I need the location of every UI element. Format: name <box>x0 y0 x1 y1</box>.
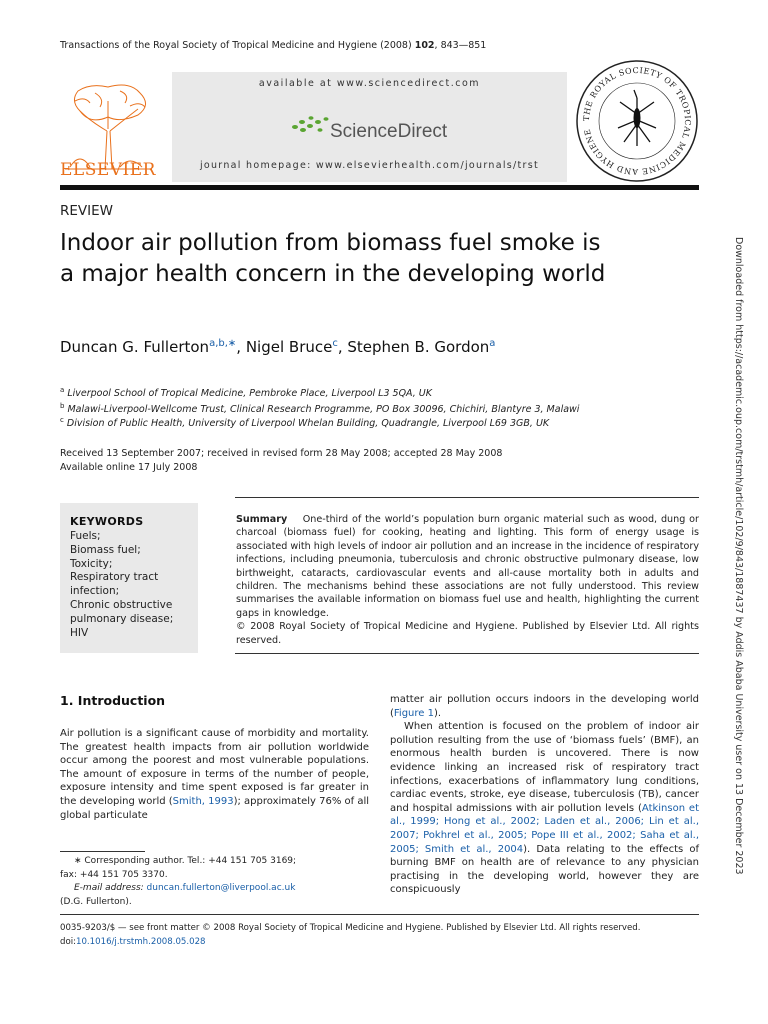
sciencedirect-dots-icon <box>290 115 330 137</box>
keywords-title: KEYWORDS <box>70 515 144 528</box>
sciencedirect-wordmark: ScienceDirect <box>330 121 448 142</box>
summary-copyright: © 2008 Royal Society of Tropical Medicine and Hygiene. Published by Elsevier Ltd. All rights reserved. <box>236 621 699 646</box>
email-link[interactable]: duncan.fullerton@liverpool.ac.uk <box>146 883 296 893</box>
footnote-rule <box>60 851 145 852</box>
summary-abstract <box>236 513 699 647</box>
keyword-item: Toxicity; <box>70 557 113 570</box>
author-affiliation-marks[interactable]: a <box>489 338 496 349</box>
citation-link[interactable]: Atkinson et al., 1999; Hong et al., 2002; Laden et al., 2006; Lin et al., 2007; Pokhrel et al., 2005; Pope III et al., 2002; Saha et al., 2005; Smith et al., 2004 <box>390 802 699 855</box>
available-at-line: available at www.sciencedirect.com <box>258 78 481 89</box>
footer-copyright: 0035-9203/$ — see front matter © 2008 Royal Society of Tropical Medicine and Hygiene. Published by Elsevier Ltd. All rights reserved. doi:10.1016/j.trstmh.2008.05.028 <box>60 923 641 947</box>
elsevier-wordmark: ELSEVIER <box>60 160 156 180</box>
download-watermark: Downloaded from https://academic.oup.com/trstmh/article/102/9/843/1887437 by Addis Ababa University user on 13 December 2023 <box>733 237 744 875</box>
affiliation: $^b$ Malawi-Liverpool-Wellcome Trust, Clinical Research Programme, PO Box 30096, Chichiri, Blantyre 3, Malawi <box>60 402 580 416</box>
author-affiliation-marks[interactable]: c <box>332 338 338 349</box>
keyword-item: Biomass fuel; <box>70 543 141 556</box>
summary-text: One-third of the world’s population burn organic material such as wood, dung or charcoal (biomass fuel) for cooking, heating and lighting. This form of energy usage is associated with high levels of indoor air pollution and an increase in the incidence of respiratory infections, including pneumonia, tuberculosis and chronic obstructive pulmonary disease, low birthweight, cataracts, cardiovascular events and all-cause mortality both in adults and children. The mechanisms behind these associations are not fully understood. This review summarises the available information on biomass fuel use and health, highlighting the current gaps in knowledge. <box>236 514 699 619</box>
figure-link[interactable]: Figure 1 <box>393 707 434 719</box>
corresponding-author-footnote: ∗ Corresponding author. Tel.: +44 151 705 3169; fax: +44 151 705 3370. E-mail address: duncan.fullerton@liverpool.ac.uk (D.G. Fullerton). <box>60 856 297 907</box>
author-list: Duncan G. Fullerton$^{a,b,∗}$, Nigel Bruce$^c$, Stephen B. Gordon$^a$ <box>60 338 496 356</box>
section-heading: 1. Introduction <box>60 693 166 708</box>
summary-top-rule <box>235 497 699 498</box>
doi-link[interactable]: 10.1016/j.trstmh.2008.05.028 <box>76 937 206 947</box>
body-text-right: matter air pollution occurs indoors in the developing world (Figure 1). When attention is focused on the problem of indoor air pollution resulting from the use of ‘biomass fuels’ (BMF), an enormous health burden is uncovered. There is now evidence linking an increased risk of respiratory tract infections, exacerbations of inflammatory lung conditions, cardiac events, stroke, eye disease, tuberculosis (TB), cancer and hospital admissions with air pollution levels (Atkinson et al., 1999; Hong et al., 2002; Laden et al., 2006; Lin et al., 2007; Pokhrel et al., 2005; Pope III et al., 2002; Saha et al., 2005; Smith et al., 2004). Data relating to the effects of burning BMF on health are of relevance to any physician practising in the developing world, however they are conspicuously <box>390 694 699 896</box>
keywords-list <box>70 530 195 640</box>
article-dates <box>60 447 502 475</box>
author-name[interactable]: Duncan G. Fullerton <box>60 338 210 356</box>
received-dates: Received 13 September 2007; received in revised form 28 May 2008; accepted 28 May 2008 <box>60 448 503 459</box>
summary-bottom-rule <box>235 653 699 654</box>
keyword-item: Respiratory tract infection; <box>70 571 159 598</box>
author-name[interactable]: Stephen B. Gordon <box>347 338 490 356</box>
keyword-item: Chronic obstructive pulmonary disease; <box>70 598 174 625</box>
body-text-left: Air pollution is a significant cause of morbidity and mortality. The greatest health impacts from air pollution worldwide occur among the poorest and most vulnerable populations. The amount of exposure in terms of the number of people, exposure intensity and time spent exposed is far greater in the developing world (Smith, 1993); approximately 76% of all global particulate <box>60 728 370 821</box>
online-date: Available online 17 July 2008 <box>60 462 198 473</box>
affiliation: $^a$ Liverpool School of Tropical Medicine, Pembroke Place, Liverpool L3 5QA, UK <box>60 386 432 400</box>
summary-label: Summary <box>236 514 288 525</box>
citation-link[interactable]: Smith, 1993 <box>172 795 234 807</box>
royal-society-seal-icon <box>574 58 700 184</box>
author-affiliation-marks[interactable]: a,b,∗ <box>209 338 237 349</box>
keyword-item: HIV <box>70 626 89 639</box>
article-type: REVIEW <box>60 203 114 219</box>
journal-homepage-line: journal homepage: www.elsevierhealth.com/journals/trst <box>199 160 540 171</box>
affiliation: $^c$ Division of Public Health, University of Liverpool Whelan Building, Quadrangle, Liverpool L69 3GB, UK <box>60 416 550 430</box>
author-name[interactable]: Nigel Bruce <box>245 338 333 356</box>
article-title: Indoor air pollution from biomass fuel smoke is a major health concern in the developing world <box>60 230 606 287</box>
journal-citation: Transactions of the Royal Society of Tropical Medicine and Hygiene (2008) 102, 843—851 <box>60 40 487 51</box>
keyword-item: Fuels; <box>70 530 101 542</box>
seal-text: THE ROYAL SOCIETY OF TROPICAL MEDICINE AND HYGIENE <box>581 65 693 177</box>
footer-rule <box>60 914 699 915</box>
header-rule <box>60 185 699 190</box>
